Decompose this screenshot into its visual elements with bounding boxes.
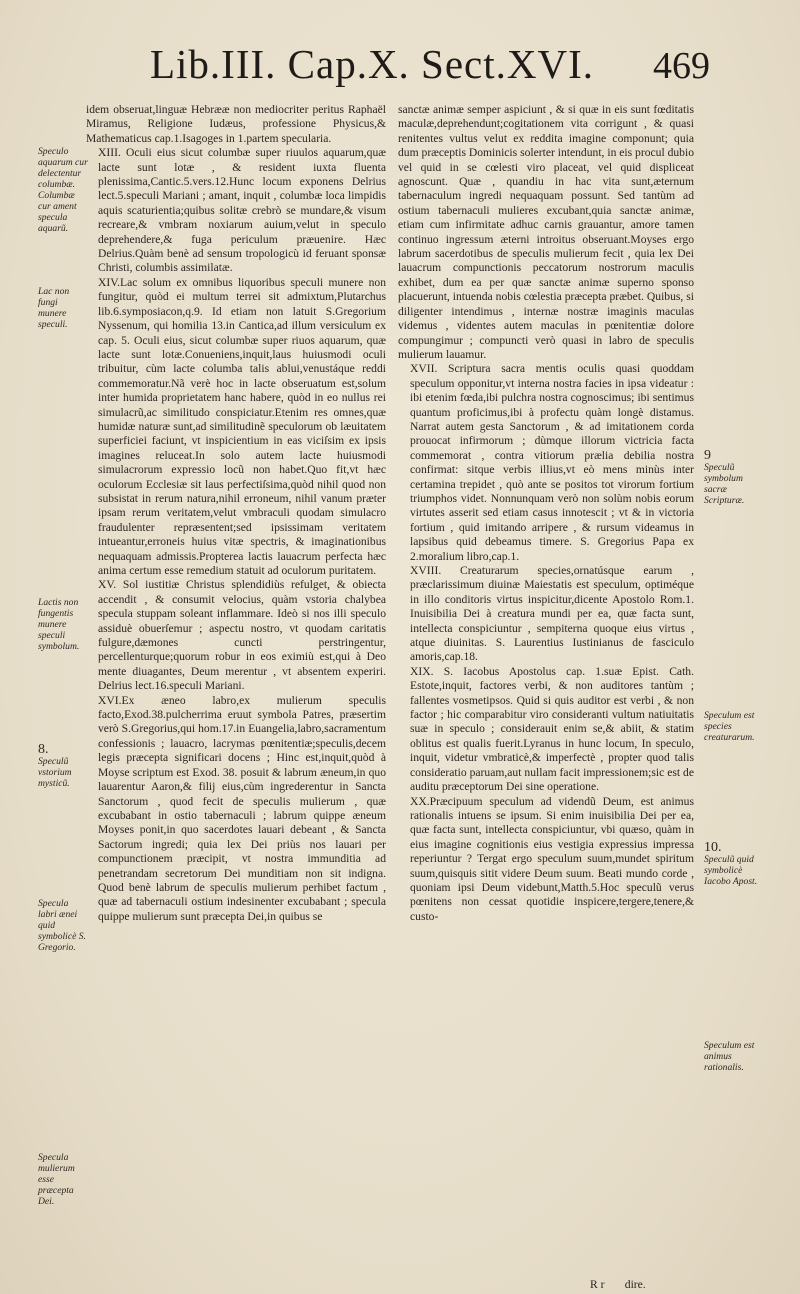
margin-note-text: Speculo aquarum cur delectentur columbæ. Columbæ cur ament specula aquarũ. [38, 146, 88, 234]
paragraph: XIX. S. Iacobus Apostolus cap. 1.suæ Epist. Cath. Estote,inquit, factores verbi, & non auditores tantùm ; fallentes vosmetipsos. Quid si quis auditor est verbi , & non factor ; hic comparabitur viro consideranti vultum natiuitatis suæ in speculo ; considerauit enim se,& abiit, & statim oblitus est qualis fuerit.Lyranus in hunc locum, In speculo, inquit, videtur vmbraticè,& imperfectè , propter quod talis consideratio paruam,aut nullam facit impressionem;sic est de auditu præceptorum Dei sine operatione. [410, 664, 694, 794]
header-title: Lib.III. Cap.X. Sect.XVI. [150, 41, 595, 87]
margin-note [38, 1152, 88, 1207]
paragraph: sanctæ animæ semper aspiciunt , & si quæ in eis sunt fœditatis maculæ,deprehendunt;cogitationem vita corrigunt , & quasi renitentes vultus velut ex reddita imagine componunt; quia dum præceptis Dominicis solerter intendunt, in eis procul dubio vel quid in se cœlesti viro placeat, vel quid displiceat agnoscunt. Quæ , quandiu in hac vita sunt,æternum tabernaculum ingredi nequaquam possunt. Sed tantùm ad ostium tabernaculi mulieres excubant,quia sanctæ animæ, etiam cum infirmitate adhuc carnis grauantur, amore tamen continuo ingressum æterni introitus obseruant.Moyses ergo labrum sacerdotibus de speculis mulierum fecit , quia lex Dei lauacrum compunctionis peccatorum nostrorum maculis exhibet, dum ea per quæ sanctæ animæ superno sponso placuerunt, intuenda nobis cœlestia præcepta præbet. Quibus, si diligenter intendimus , internæ nostræ imaginis maculas videmus , videntes autem maculas in pœnitentiæ dolore compungimur ; compuncti verò quasi in labro de speculis mulierum lauamur. [398, 103, 694, 361]
margin-note [38, 744, 88, 789]
paragraph: XVIII. Creaturarum species,ornatúsque earum , præclarissimum diuinæ Maiestatis est speculum, optiméque in illo conditoris virtus inspicitur,dicente Apostolo Rom.1. Inuisibilia Dei à creatura mundi per ea, quæ facta sunt, intellecta conspiciuntur , sempiterna quoque eius virtus , atque diuinitas. S. Laurentius Iustinianus de fasciculo amoris,cap.18. [410, 564, 694, 664]
margin-note-number: 9 [704, 448, 711, 463]
running-header [150, 40, 710, 100]
margin-note [38, 597, 88, 652]
margin-note-text: Speculũ vstorium mysticũ. [38, 756, 72, 789]
right-text-column [398, 103, 694, 924]
margin-note [704, 710, 764, 743]
margin-note-text: Speculũ quid symbolicè Iacobo Apost. [704, 854, 758, 887]
paragraph: XIV.Lac solum ex omnibus liquoribus speculi munere non fungitur, quòd ei multum terrei sit admixtum,Plutarchus lib.6.symposiacon,q.9. Id etiam non latuit S.Gregorium Nyssenum, qui homilia 13.in Cantica,ad illum versiculum ex cap. 5. Oculi eius, sicut columbæ super riuos aquarum, quæ lacte sunt lotæ.Conueniens,inquit,laus huiusmodi oculi tribuitur, cùm lacte columba talis ablui,venustáque reddi commemoratur.Nã verè hoc in lacte obseruatum est,solum inter humida proprietatem hanc habere, quòd in eo nullus rei simulacrũ,ac similitudo conspiciatur.Etenim res omnes,quæ humidæ naturæ sunt,ad similitudinẽ speculorum ob læuitatem superficiei faciunt, vt inspicientium in eas viciſsim ex ipsis imagines reluceat.In solo autem lacte huiusmodi simulacrorum expressio locũ non habet.Quo fit,vt hæc oculorum Ecclesiæ sit laus perfectiſsima,quòd nihil quod non subsistat in rerum natura,nihil erroneum, nihil vanum præter ipsam rerum veritatem,velut vmbraculi quodam simulacro fraudulenter repræsentent;sed ipsissimam veritatem intueantur,erroneis huius vitæ spectris, & imaginationibus nequaquam admissis.Propterea lactis lauacrum perfecta hæc anima certum esse remedium statuit ad oculorum puritatem. [98, 275, 386, 577]
margin-note-text: Specula labri ænei quid symbolicè S. Gregorio. [38, 898, 86, 953]
margin-note-text: Specula mulierum esse præcepta Dei. [38, 1152, 75, 1207]
margin-note-number: 10. [704, 840, 722, 855]
margin-note [38, 286, 88, 330]
margin-note-text: Speculum est animus rationalis. [704, 1040, 755, 1073]
margin-note-text: Speculũ symbolum sacræ Scripturæ. [704, 462, 745, 506]
left-text-column [86, 103, 386, 924]
margin-note-text: Speculum est species creaturarum. [704, 710, 755, 743]
paragraph: XVI.Ex æneo labro,ex mulierum speculis facto,Exod.38.pulcherrima eruut symbola Patres, præsertim verò S.Gregorius,qui hom.17.in Euangelia,labro,sacramentum confessionis ; lauacro, lacrymas pœnitentiæ;speculis,decem legis præcepta significari docens ; Hinc est,inquit,quòd à Moyse scriptum est Exod. 38. posuit & labrum æneum,in quo lauarentur Aaron,& filij eius,cùm ingrederentur in Sancta Sanctorum , quod fecit de speculis mulierum , quæ excubabant in ostio tabernaculi ; labrum quippe æneum Moyses ponit,in quo sacerdotes lauari debeant , & Sancta Sactorum ingredi; quia lex Dei priùs nos lauari per compunctionem præcipit, vt nostra immunditia ad penetrandam secretorum Dei munditiam non sit indigna. Quod benè labrum de speculis mulierum perhibet factum , quæ ad tabernaculi ostium indesinenter excubabant ; specula quippe mulierum sunt præcepta Dei,in quibus se [98, 693, 386, 923]
margin-note-text: Lac non fungi munere speculi. [38, 286, 70, 330]
paragraph: XX.Præcipuum speculum ad videndũ Deum, est animus rationalis intuens se ipsum. Si enim inuisibilia Dei per ea, quæ facta sunt, intellecta conspiciuntur, vbi quæso, quàm in eius imagine cognitionis eius vestigia expressius impressa reperiuntur ? Tergat ergo speculum suum,mundet spiritum suum,quisquis sitit videre Deum suum. Beati mundo corde , quoniam ipsi Deum videbunt,Matth.5.Hoc speculũ verus pœnitens non cessat quotidie inspicere,tergere,tenere,& custo- [410, 794, 694, 923]
margin-note [38, 146, 88, 234]
paragraph: XIII. Oculi eius sicut columbæ super riuulos aquarum,quæ lacte sunt lotæ , & resident iuxta fluenta plenissima,Cantic.5.vers.12.Hunc locum exponens Delrius lect.5.speculi Mariani ; amant, inquit , columbæ loca limpidis aquis scaturientia;quibus solitæ crebrò se mundare,& visum recreare,& vmbram noxiarum auium,velut in speculo deprehendere,& fuga periculum præuenire. Hæc Delrius.Quàm benè ad sensum tropologicù id feruant sponsæ Christi, columbis assimilatæ. [98, 146, 386, 275]
signature-catchword: R r dire. [590, 1278, 646, 1291]
margin-note-text: Lactis non fungentis munere speculi symbolum. [38, 597, 80, 652]
margin-note [704, 450, 764, 506]
paragraph: XVII. Scriptura sacra mentis oculis quasi quoddam speculum opponitur,vt interna nostra facies in ipsa videatur : ibi etenim fœda,ibi pulchra nostra cognoscimus; ibi sentimus quantum proficimus,ibi à profectu quàm longè distamus. Narrat autem gesta Sanctorum , & ad imitationem corda prouocat infirmorum ; dùmque illorum victricia facta commemorat , contra vitiorum prælia debilia nostra confirmat: sitque verbis illius,vt eò mens minùs inter certamina trepidet , quò ante se positos tot virorum fortium triumphos videt. Nonnunquam verò non solùm nobis eorum virtutes asserit sed etiam casus innotescit ; vt & in victoria fortium , quid imitando arripere , & rursum videamus in lapsibus quid debeamus timere. S. Gregorius Papa ex 2.moralium libro,cap.1. [410, 362, 694, 563]
margin-note [704, 842, 764, 887]
margin-note [704, 1040, 764, 1073]
page-number: 469 [653, 45, 710, 87]
paragraph: idem obseruat,linguæ Hebrææ non mediocriter peritus Raphaël Miramus, Religione Iudæus, professione Physicus,& Mathematicus cap.1.Isagoges in 1.partem specularia. [86, 103, 386, 145]
margin-note [38, 898, 88, 953]
margin-note-number: 8. [38, 742, 49, 757]
paragraph: XV. Sol iustitiæ Christus splendidiùs refulget, & obiecta accendit , & consumit velocius, quàm vstoria chalybea specula stuppam soleant inflammare. Ideò si nos illi speculo assiduè obuerſemur ; aspectu nostro, vt quodam caritatis fulgure,dæmones cuncti perstringentur, percellenturque;quorum robur in eos eximiù est,qui à Deo mente diuagantes, Deum merentur , vt absentem experiri. Delrius lect.16.speculi Mariani. [98, 578, 386, 693]
